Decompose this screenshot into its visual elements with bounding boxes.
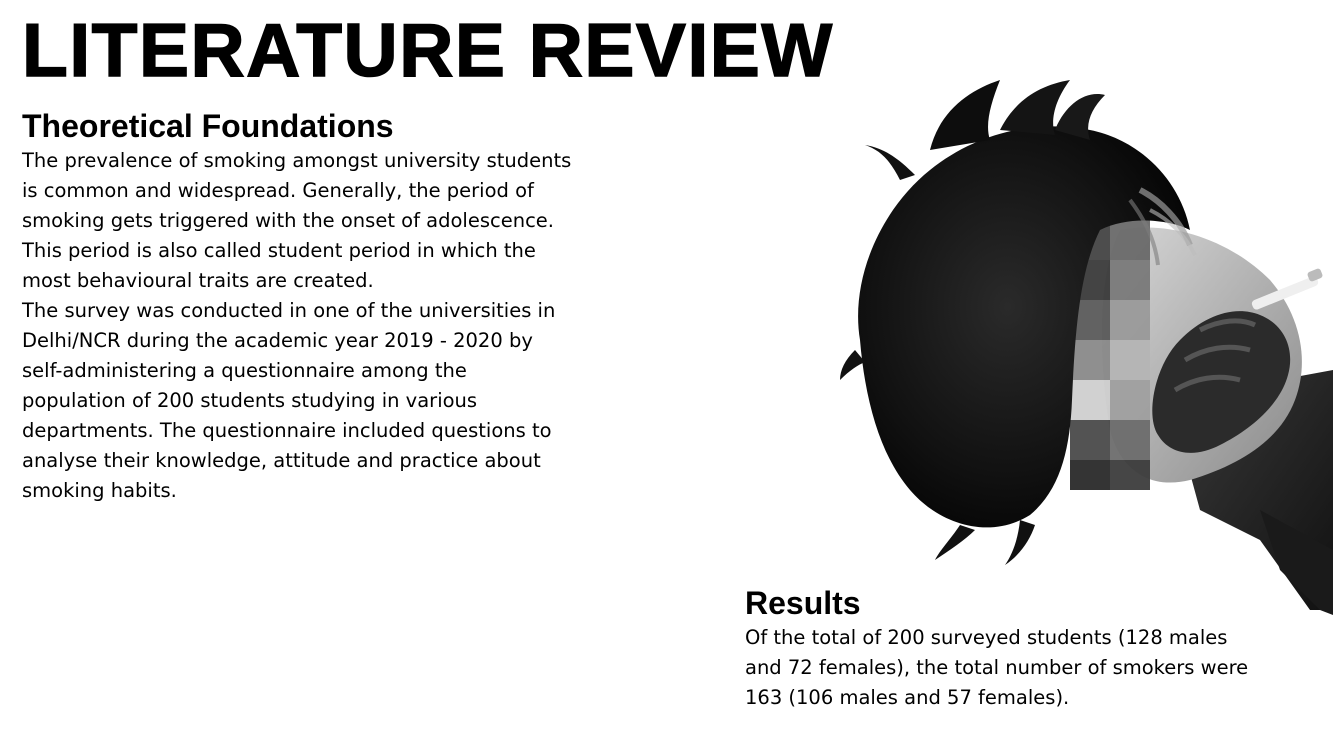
body-line: analyse their knowledge, attitude and practice about (22, 449, 541, 472)
slide-title: LITERATURE REVIEW (22, 8, 834, 92)
body-line: Of the total of 200 surveyed students (128 males (745, 626, 1228, 649)
smoking-person-illustration (840, 70, 1333, 690)
body-line: most behavioural traits are created. (22, 269, 374, 292)
body-line: smoking habits. (22, 479, 177, 502)
body-line: departments. The questionnaire included questions to (22, 419, 552, 442)
results-heading: Results (745, 585, 861, 621)
body-line: and 72 females), the total number of smokers were (745, 656, 1249, 679)
body-line: This period is also called student period in which the (22, 239, 536, 262)
body-line: The prevalence of smoking amongst university students (22, 149, 572, 172)
body-line: 163 (106 males and 57 females). (745, 686, 1070, 709)
body-line: self-administering a questionnaire among the (22, 359, 467, 382)
body-line: is common and widespread. Generally, the period of (22, 179, 534, 202)
theoretical-foundations-heading: Theoretical Foundations (22, 108, 394, 144)
body-line: Delhi/NCR during the academic year 2019 - 2020 by (22, 329, 533, 352)
theoretical-foundations-body (22, 146, 571, 506)
smoking-person-photo (840, 70, 1333, 690)
body-line: smoking gets triggered with the onset of adolescence. (22, 209, 554, 232)
body-line: The survey was conducted in one of the universities in (22, 299, 556, 322)
body-line: population of 200 students studying in various (22, 389, 478, 412)
